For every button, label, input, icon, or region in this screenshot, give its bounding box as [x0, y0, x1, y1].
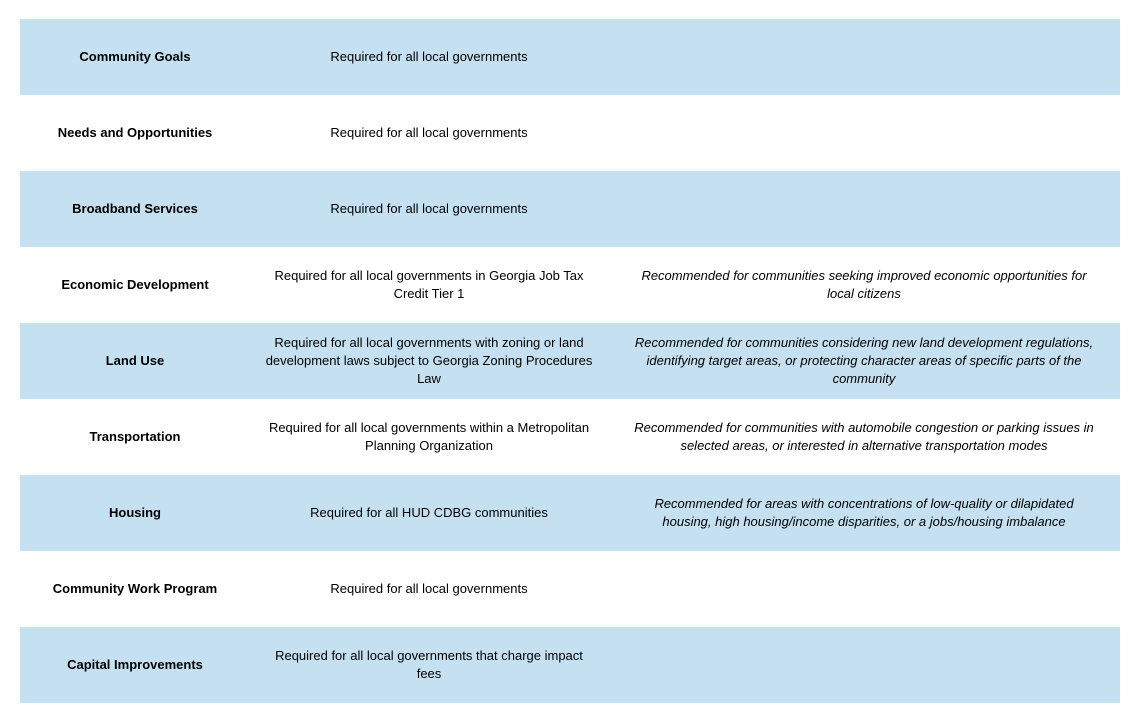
- table-row-community-goals: [20, 19, 1120, 95]
- table-row-capital-improvements: [20, 627, 1120, 703]
- requirement-cell: Required for all local governments with zoning or land development laws subject to Georgia Zoning Procedures Law: [265, 335, 593, 386]
- table-row-broadband-services: [20, 171, 1120, 247]
- recommendation-cell: Recommended for areas with concentrations of low-quality or dilapidated housing, high housing/income disparities, or a jobs/housing imbalance: [654, 496, 1074, 529]
- requirement-cell: Required for all local governments: [330, 49, 528, 64]
- recommendation-cell: Recommended for communities with automobile congestion or parking issues in selected areas, or interested in alternative transportation modes: [634, 420, 1094, 453]
- table-row-housing: [20, 475, 1120, 551]
- requirement-cell: Required for all local governments within a Metropolitan Planning Organization: [268, 420, 590, 453]
- element-name-cell: Land Use: [105, 353, 165, 368]
- requirement-cell: Required for all local governments: [330, 581, 528, 596]
- requirement-cell: Required for all local governments: [330, 125, 528, 140]
- table-row-transportation: [20, 399, 1120, 475]
- recommendation-cell: Recommended for communities seeking improved economic opportunities for local citizens: [641, 268, 1087, 301]
- requirement-cell: Required for all HUD CDBG communities: [310, 505, 548, 520]
- requirement-cell: Required for all local governments: [330, 201, 528, 216]
- table-row-community-work-program: [20, 551, 1120, 627]
- element-name-cell: Community Work Program: [52, 581, 218, 596]
- element-name-cell: Housing: [109, 505, 161, 520]
- element-name-cell: Transportation: [89, 429, 181, 444]
- plan-elements-table: [20, 19, 1120, 703]
- table-row-needs-and-opportunities: [20, 95, 1120, 171]
- table-row-economic-development: [20, 247, 1120, 323]
- element-name-cell: Community Goals: [79, 49, 191, 64]
- requirement-cell: Required for all local governments in Georgia Job Tax Credit Tier 1: [274, 268, 584, 301]
- element-name-cell: Economic Development: [61, 277, 209, 292]
- table-row-land-use: [20, 323, 1120, 399]
- element-name-cell: Broadband Services: [72, 201, 198, 216]
- requirement-cell: Required for all local governments that charge impact fees: [275, 648, 583, 681]
- element-name-cell: Capital Improvements: [67, 657, 203, 672]
- element-name-cell: Needs and Opportunities: [57, 125, 213, 140]
- recommendation-cell: Recommended for communities considering new land development regulations, identifying target areas, or protecting character areas of specific parts of the community: [634, 335, 1094, 386]
